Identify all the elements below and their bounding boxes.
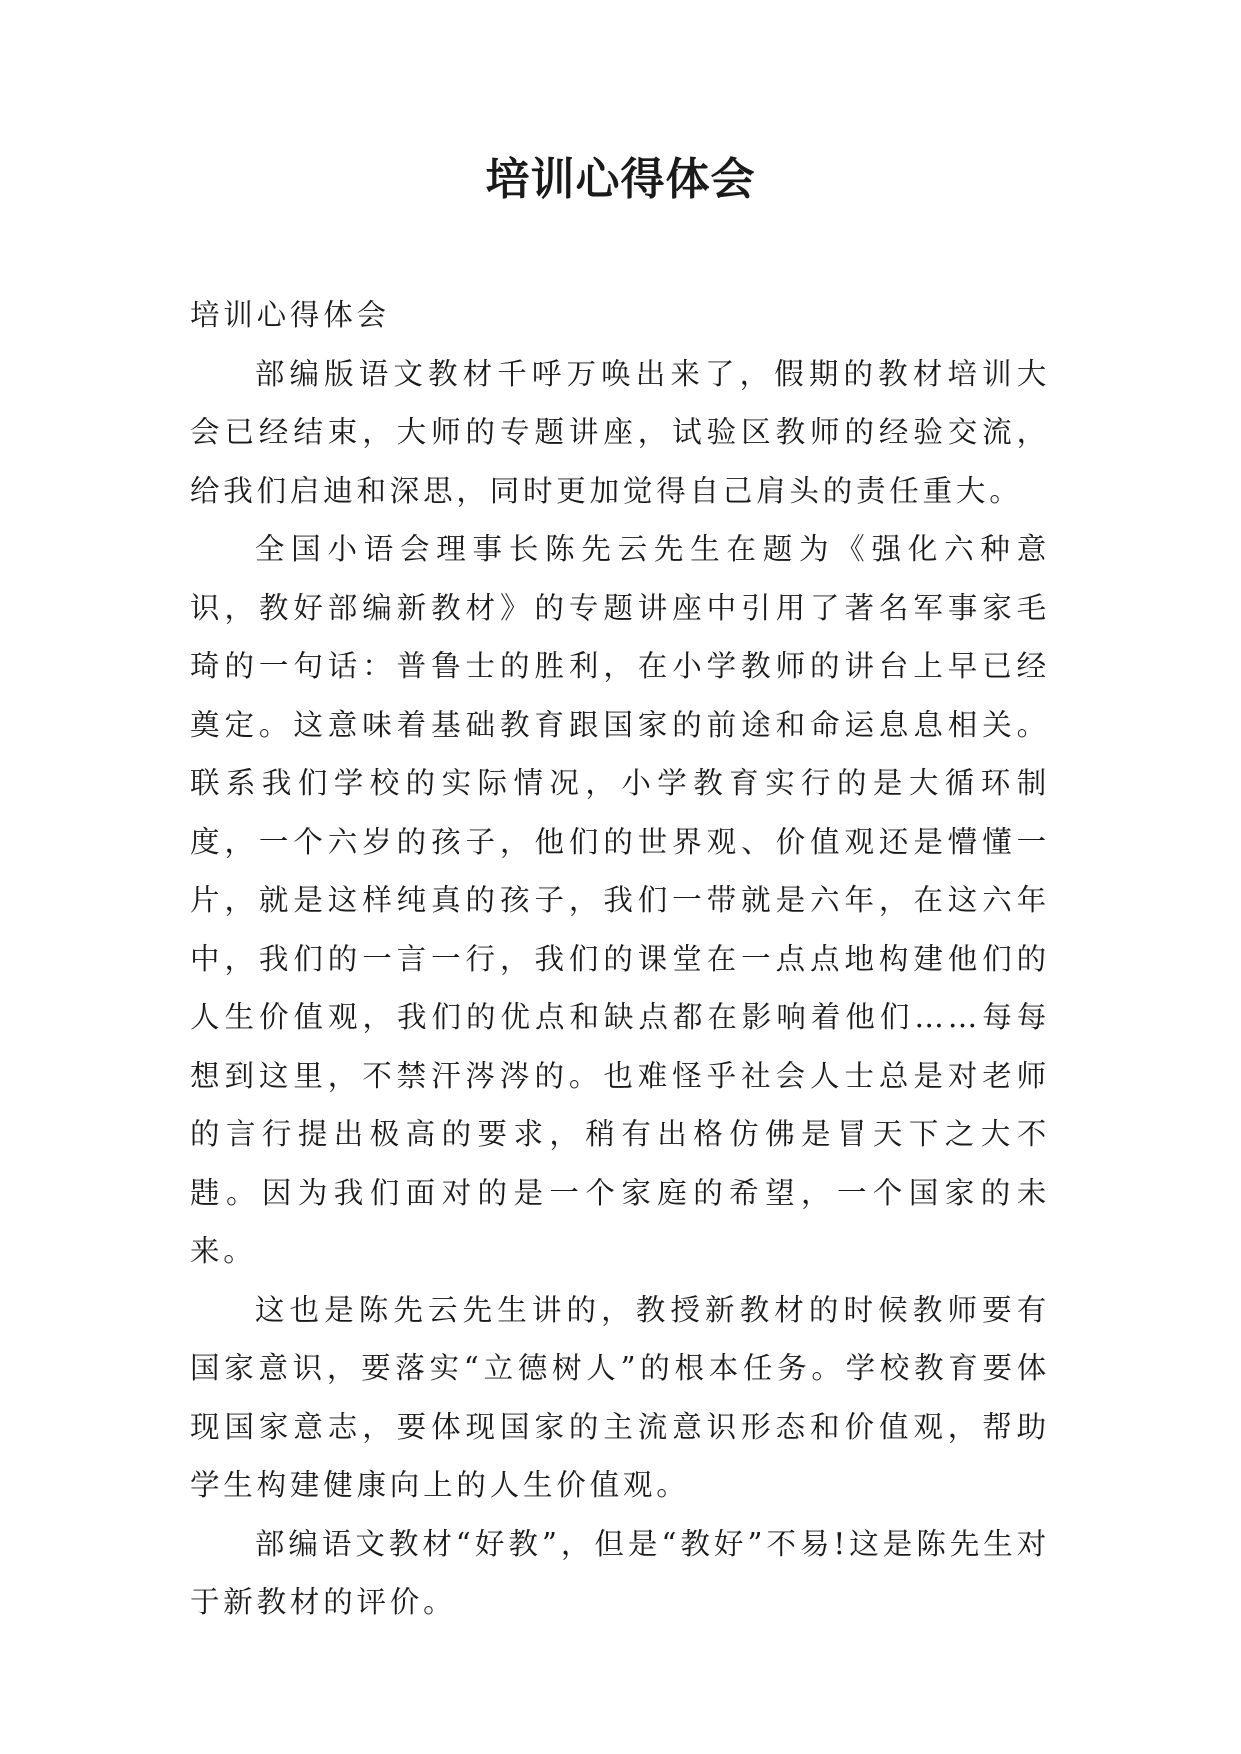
document-title: 培训心得体会 <box>485 154 756 205</box>
paragraph: 部编语文教材“好教”，但是“教好”不易!这是陈先生对于新教材的评价。 <box>190 1526 1050 1619</box>
paragraph: 全国小语会理事长陈先云先生在题为《强化六种意识，教好部编新教材》的专题讲座中引用了著名军事家毛琦的一句话：普鲁士的胜利，在小学教师的讲台上早已经奠定。这意味着基础教育跟国家的前途和命运息息相关。联系我们学校的实际情况，小学教育实行的是大循环制度，一个六岁的孩子，他们的世界观、价值观还是懵懂一片，就是这样纯真的孩子，我们一带就是六年，在这六年中，我们的一言一行，我们的课堂在一点点地构建他们的人生价值观，我们的优点和缺点都在影响着他们……每每想到这里，不禁汗涔涔的。也难怪乎社会人士总是对老师的言行提出极高的要求，稍有出格仿佛是冒天下之大不韪。因为我们面对的是一个家庭的希望，一个国家的未来。 <box>190 532 1051 1268</box>
paragraph: 部编版语文教材千呼万唤出来了，假期的教材培训大会已经结束，大师的专题讲座，试验区教师的经验交流，给我们启迪和深思，同时更加觉得自己肩头的责任重大。 <box>190 356 1050 508</box>
paragraph: 这也是陈先云先生讲的，教授新教材的时候教师要有国家意识，要落实“立德树人”的根本任务。学校教育要体现国家意志，要体现国家的主流意识形态和价值观，帮助学生构建健康向上的人生价值观。 <box>190 1292 1050 1502</box>
document-body <box>190 286 1050 1632</box>
body-heading: 培训心得体会 <box>190 298 390 332</box>
